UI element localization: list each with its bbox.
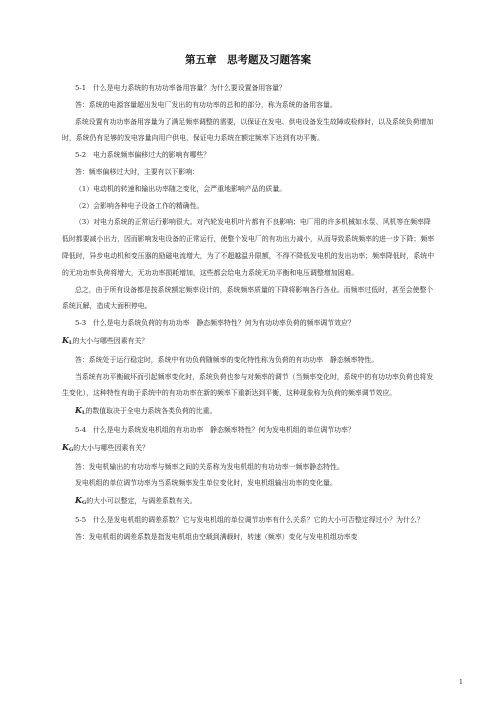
question-5-4: 5-4 什么是电力系统发电机组的有功功率 静态频率特性？何为发电机组的单位调节功率？ <box>75 425 355 434</box>
question-5-5: 5-5 什么是发电机组的调差系数？它与发电机组的单位调节功率有什么关系？它的大小可否整定得过小？为什么？ <box>75 515 424 524</box>
k-g-symbol: $K_G$ <box>62 441 74 453</box>
question-5-3: 5-3 什么是电力系统负荷的有功功率 静态频率特性？何为有功功率负荷的频率调节效应？ <box>75 319 355 328</box>
answer-5-5: 答：发电机组的调差系数是指发电机组由空载到满载时，转速（频率）变化与发电机组功率变 <box>75 532 358 541</box>
question-5-2: 5-2 电力系统频率偏移过大的影响有哪些？ <box>75 151 211 160</box>
list-item-1: （1）电动机的转速和输出功率随之变化，会严重地影响产品的质量。 <box>75 184 287 193</box>
answer-5-4: 答：发电机输出的有功功率与频率之间的关系称为发电机组的有功功率一频率静态特性。 <box>75 462 344 471</box>
chapter-title: 第五章 思考题及习题答案 <box>185 54 311 66</box>
question-5-3-continued: $K_L$的大小与哪些因素有关？ <box>62 334 149 346</box>
paragraph-regulation-effect: 当系统有功平衡破坏而引起频率变化时，系统负荷也参与对频率的调节（当频率变化时，系统中的有功功率负荷也将发生变化），这种特性有助于系统中的有功功率在新的频率下重新达到平衡，这种现象称为负荷的频率调节效应。 <box>62 372 434 398</box>
document-body <box>62 80 437 546</box>
list-item-2: （2）会影响各种电子设备工作的精确性。 <box>75 201 204 210</box>
answer-5-1: 答：系统的电源容量超出发电厂发出的有功功率的总和的部分，称为系统的备用容量。 <box>75 100 337 109</box>
question-5-1: 5-1 什么是电力系统的有功功率备用容量？为什么要设置备用容量？ <box>75 84 286 92</box>
k-l-symbol: $K_L$ <box>62 334 73 346</box>
k-g-symbol: $K_G$ <box>75 495 87 507</box>
paragraph-k-l-value: $K_L$的数值取决于全电力系统各类负荷的比重。 <box>75 405 217 417</box>
list-item-3: （3）对电力系统的正常运行影响很大。对汽轮发电机叶片都有不良影响；电厂用的许多机械如水泵、风机等在频率降低时都要减小出力，因而影响发电设备的正常运行，使整个发电厂的有功出力减小，从而导致系统频率的进一步下降；频率降低时，异步电动机和变压器的励磁电流增大，为了不超越温升限额，不得不降低发电机的发出功率；频率降低时，系统中的无功功率负荷将增大，无功功率损耗增加，这些都会给电力系统无功平衡和电压调整增加困难。 <box>62 218 435 277</box>
paragraph-k-g-value: $K_G$的大小可以整定，与调差系数有关。 <box>75 495 197 507</box>
paragraph-unit-regulation: 发电机组的单位调节功率为当系统频率发生单位变化时，发电机组输出功率的变化量。 <box>75 479 337 488</box>
k-l-symbol: $K_L$ <box>75 405 86 417</box>
paragraph-reserve: 系统设置有功功率备用容量为了满足频率调整的需要，以保证在发电、供电设备发生故障或检修时，以及系统负荷增加时，系统仍有足够的发电容量向用户供电，保证电力系统在额定频率下达到有功平衡。 <box>62 117 434 143</box>
question-5-4-continued: $K_G$的大小与哪些因素有关？ <box>62 441 150 453</box>
summary-paragraph: 总之，由于所有设备都是按系统额定频率设计的，系统频率质量的下降将影响各行各业。而频率过低时，甚至会使整个系统瓦解，造成大面积停电。 <box>62 285 434 311</box>
answer-5-2: 答：频率偏移过大时，主要有以下影响： <box>75 167 200 176</box>
answer-5-3: 答：系统处于运行稳定时，系统中有功负荷随频率的变化特性称为负荷的有功功率 静态频率特性。 <box>75 355 379 364</box>
page-number: 1 <box>458 678 463 686</box>
